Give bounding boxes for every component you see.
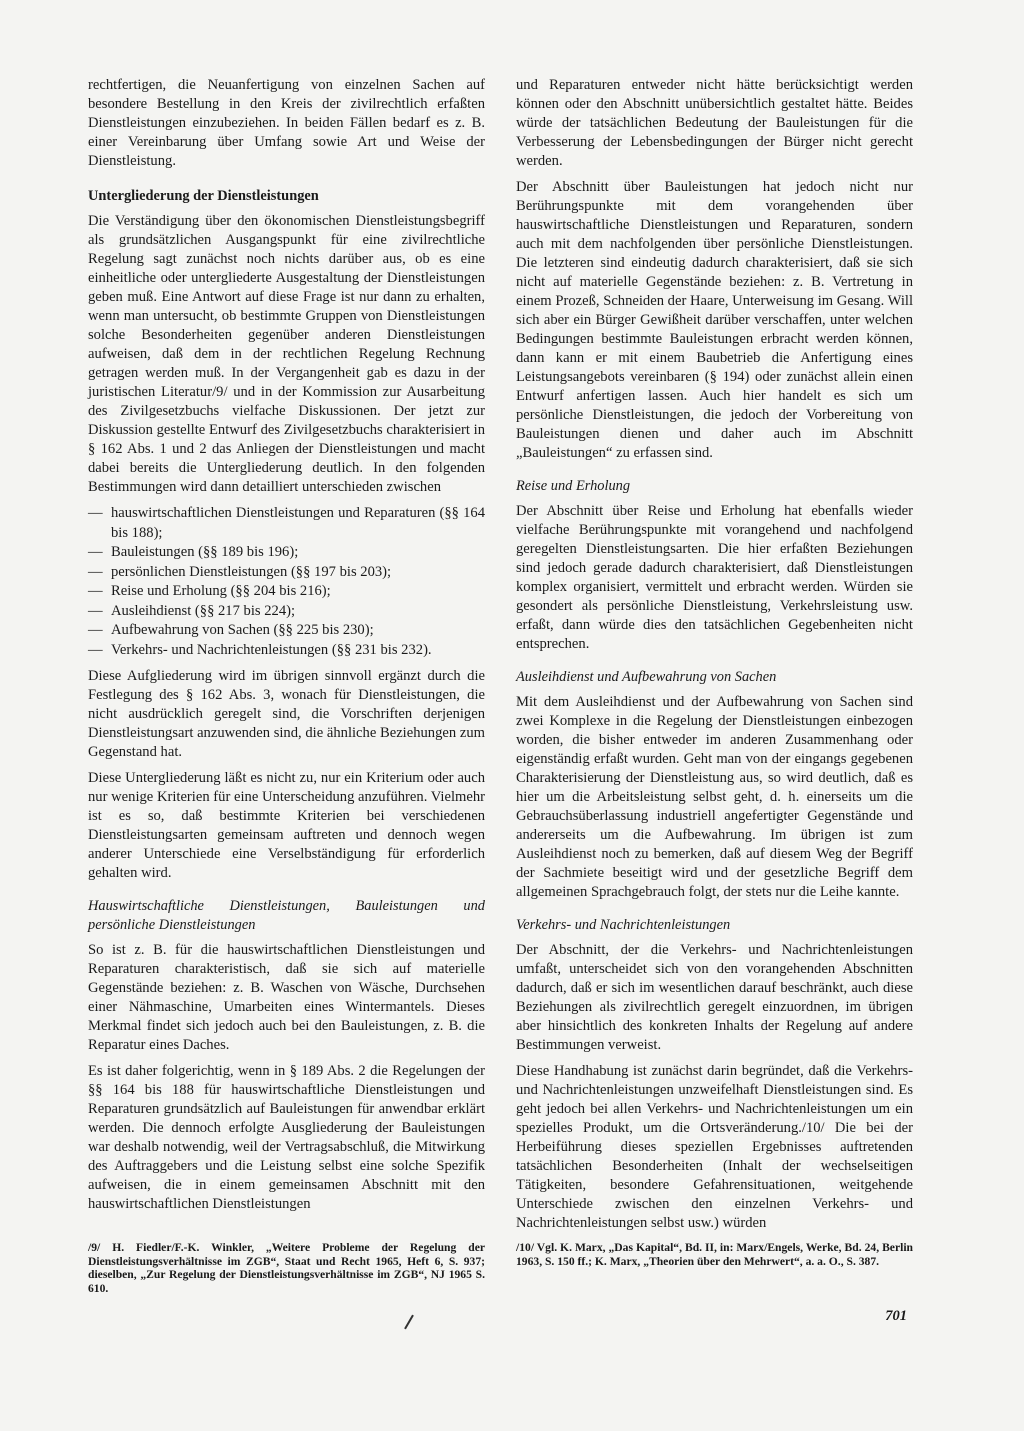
paragraph: Mit dem Ausleihdienst und der Aufbewahrung von Sachen sind zwei Komplexe in die Regelung der Dienstleistungen einbezogen worden, die bisher entweder im anderen Zusammenhang oder eigenständig erfaßt wurden. Geht man von der eingangs gegebenen Charakterisierung der Dienstleistung aus, so wird deutlich, daß es hier um die Arbeitsleistung selbst geht, d. h. einerseits um die Gebrauchsüberlassung industriell angefertigter Gegenstände und andererseits um die Aufbewahrung. Im übrigen ist zum Ausleihdienst noch zu bemerken, daß auf diesem Weg der Begriff der Sachmiete beseitigt wird und der gesetzliche Begriff dem allgemeinen Sprachgebrauch folgt, der stets nur die Leihe kannte.	[516, 694, 913, 900]
dash-list	[88, 504, 485, 660]
paragraph: und Reparaturen entweder nicht hätte berücksichtigt werden können oder den Abschnitt unübersichtlich gestaltet hätte. Beides würde der tatsächlichen Bedeutung der Bauleistungen für die Verbesserung der Lebensbedingungen der Bürger nicht gerecht werden.	[516, 77, 913, 169]
subsection-heading: Hauswirtschaftliche Dienstleistungen, Bauleistungen und persönliche Dienstleistungen	[88, 898, 485, 933]
paragraph: Der Abschnitt über Reise und Erholung hat ebenfalls wieder vielfache Berührungspunkte mit vorangehend und nachfolgend geregelten Dienstleistungsarten. Die hier erfaßten Beziehungen sind jedoch gerade dadurch charakterisiert, daß Dienstleistungen komplex organisiert, vermittelt und erbracht werden. Würden sie gesondert als persönliche Dienstleistung, Verkehrsleistung usw. erfaßt, dann würde dies den tatsächlichen Gegebenheiten nicht entsprechen.	[516, 503, 913, 652]
list-item: — Bauleistungen (§§ 189 bis 196);	[88, 543, 485, 563]
subsection-heading: Verkehrs- und Nachrichtenleistungen	[516, 917, 731, 933]
subsection-heading: Ausleihdienst und Aufbewahrung von Sachen	[516, 669, 777, 685]
paragraph: So ist z. B. für die hauswirtschaftlichen Dienstleistungen und Reparaturen charakteristisch, daß sie sich auf materielle Gegenstände beziehen: z. B. Waschen von Wäsche, Durchsehen einer Nähmaschine, Umarbeiten eines Wintermantels. Dieses Merkmal findet sich jedoch auch bei den Bauleistungen, z. B. die Reparatur eines Daches.	[88, 942, 485, 1053]
paragraph: Diese Handhabung ist zunächst darin begründet, daß die Verkehrs- und Nachrichtenleistungen unzweifelhaft Dienstleistungen sind. Es geht jedoch bei allen Verkehrs- und Nachrichtenleistungen um ein spezielles Produkt, um die Ortsveränderung./10/ Die bei der Herbeiführung dieses speziellen Ergebnisses auftretenden tatsächlichen Besonderheiten (Inhalt der wechselseitigen Tätigkeiten, besondere Gefahrensituationen, weitgehende Unterschiede zwischen den einzelnen Verkehrs- und Nachrichtenleistungen selbst usw.) würden	[516, 1063, 913, 1231]
footnote-9: /9/ H. Fiedler/F.-K. Winkler, „Weitere Probleme der Regelung der Dienstleistungsverhältnisse im ZGB“, Staat und Recht 1965, Heft 6, S. 937; dieselben, „Zur Regelung der Dienstleistungsverhältnisse im ZGB“, NJ 1965 S. 610.	[88, 1241, 485, 1295]
list-item: — Aufbewahrung von Sachen (§§ 225 bis 230);	[88, 621, 485, 641]
footnote-10: /10/ Vgl. K. Marx, „Das Kapital“, Bd. II, in: Marx/Engels, Werke, Bd. 24, Berlin 1963, S. 150 ff.; K. Marx, „Theorien über den Mehrwert“, a. a. O., S. 387.	[516, 1241, 913, 1268]
list-item: — Verkehrs- und Nachrichtenleistungen (§§ 231 bis 232).	[88, 641, 485, 661]
paragraph: Der Abschnitt über Bauleistungen hat jedoch nicht nur Berührungspunkte mit dem vorangehenden über hauswirtschaftliche Dienstleistungen und Reparaturen, sondern auch mit dem nachfolgenden über persönliche Dienstleistungen. Die letzteren sind eindeutig dadurch charakterisiert, daß sie sich nicht auf materielle Gegenstände beziehen: z. B. Vertretung in einem Prozeß, Schneiden der Haare, Unterweisung im Gesang. Will sich aber ein Bürger Gewißheit darüber verschaffen, unter welchen Bedingungen bestimmte Bauleistungen erbracht werden können, dann kann er mit einem Baubetrieb die Anfertigung eines Leistungsangebots vereinbaren (§ 194) oder zunächst allein einen Entwurf anfertigen lassen. Auch hier handelt es sich um persönliche Dienstleistungen, die jedoch der Vorbereitung von Bauleistungen dienen und daher auch im Abschnitt „Bauleistungen“ zu erfassen sind.	[516, 179, 913, 461]
subsection-heading: Reise und Erholung	[516, 478, 631, 494]
right-column	[516, 76, 913, 1240]
list-item: — hauswirtschaftlichen Dienstleistungen und Reparaturen (§§ 164 bis 188);	[88, 504, 485, 543]
list-item: — Reise und Erholung (§§ 204 bis 216);	[88, 582, 485, 602]
section-heading: Untergliederung der Dienstleistungen	[88, 188, 319, 204]
list-item: — persönlichen Dienstleistungen (§§ 197 bis 203);	[88, 563, 485, 583]
left-column	[88, 76, 485, 1221]
paragraph: Diese Aufgliederung wird im übrigen sinnvoll ergänzt durch die Festlegung des § 162 Abs. 3, wonach für Dienstleistungen, die nicht ausdrücklich geregelt sind, die Vorschriften derjenigen Dienstleistungsart anzuwenden sind, die ähnliche Beziehungen zum Gegenstand hat.	[88, 668, 485, 760]
pen-mark	[404, 1315, 414, 1330]
paragraph: Die Verständigung über den ökonomischen Dienstleistungsbegriff als grundsätzlichen Ausgangspunkt für eine zivilrechtliche Regelung sagt zunächst noch nichts darüber aus, ob es eine einheitliche oder untergliederte Ausgestaltung der Dienstleistungen geben muß. Eine Antwort auf diese Frage ist nur dann zu erhalten, wenn man untersucht, ob bestimmte Gruppen von Dienstleistungen solche Besonderheiten gegenüber anderen Dienstleistungen aufweisen, daß dem in der rechtlichen Regelung Rechnung getragen werden muß. In der Vergangenheit gab es dazu in der juristischen Literatur/9/ und in der Kommission zur Ausarbeitung des Zivilgesetzbuchs vielfache Diskussionen. Der jetzt zur Diskussion gestellte Entwurf des Zivilgesetzbuchs charakterisiert in § 162 Abs. 1 und 2 das Anliegen der Dienstleistungen und macht dabei bereits die Untergliederung deutlich. In den folgenden Bestimmungen wird dann detailliert unterschieden zwischen	[88, 213, 485, 495]
page-number: 701	[885, 1308, 907, 1324]
paragraph: Diese Untergliederung läßt es nicht zu, nur ein Kriterium oder auch nur wenige Kriterien für eine Unterscheidung anzuführen. Vielmehr ist es so, daß bestimmte Kriterien bei verschiedenen Dienstleistungsarten gemeinsam auftreten und dennoch wegen anderer Unterschiede eine Verselbständigung für erforderlich gehalten wird.	[88, 770, 485, 881]
list-item: — Ausleihdienst (§§ 217 bis 224);	[88, 602, 485, 622]
paragraph: Es ist daher folgerichtig, wenn in § 189 Abs. 2 die Regelungen der §§ 164 bis 188 für hauswirtschaftliche Dienstleistungen und Reparaturen grundsätzlich auf Bauleistungen für anwendbar erklärt werden. Die dennoch erfolgte Ausgliederung der Bauleistungen war deshalb notwendig, weil der Vertragsabschluß, die Mitwirkung des Auftraggebers und die Leistung selbst eine solche Spezifik aufweisen, die in einem gemeinsamen Abschnitt mit den hauswirtschaftlichen Dienstleistungen	[88, 1063, 485, 1212]
paragraph: rechtfertigen, die Neuanfertigung von einzelnen Sachen auf besondere Bestellung in den Kreis der zivilrechtlich erfaßten Dienstleistungen einzubeziehen. In beiden Fällen bedarf es z. B. einer Vereinbarung über Umfang sowie Art und Weise der Dienstleistung.	[88, 77, 485, 169]
paragraph: Der Abschnitt, der die Verkehrs- und Nachrichtenleistungen umfaßt, unterscheidet sich von den vorangehenden Abschnitten dadurch, daß er sich im wesentlichen darauf beschränkt, auch diese Beziehungen als zivilrechtlich geregelt einzuordnen, im übrigen aber hinsichtlich des konkreten Inhalts der Regelung auf andere Bestimmungen verweist.	[516, 942, 913, 1053]
